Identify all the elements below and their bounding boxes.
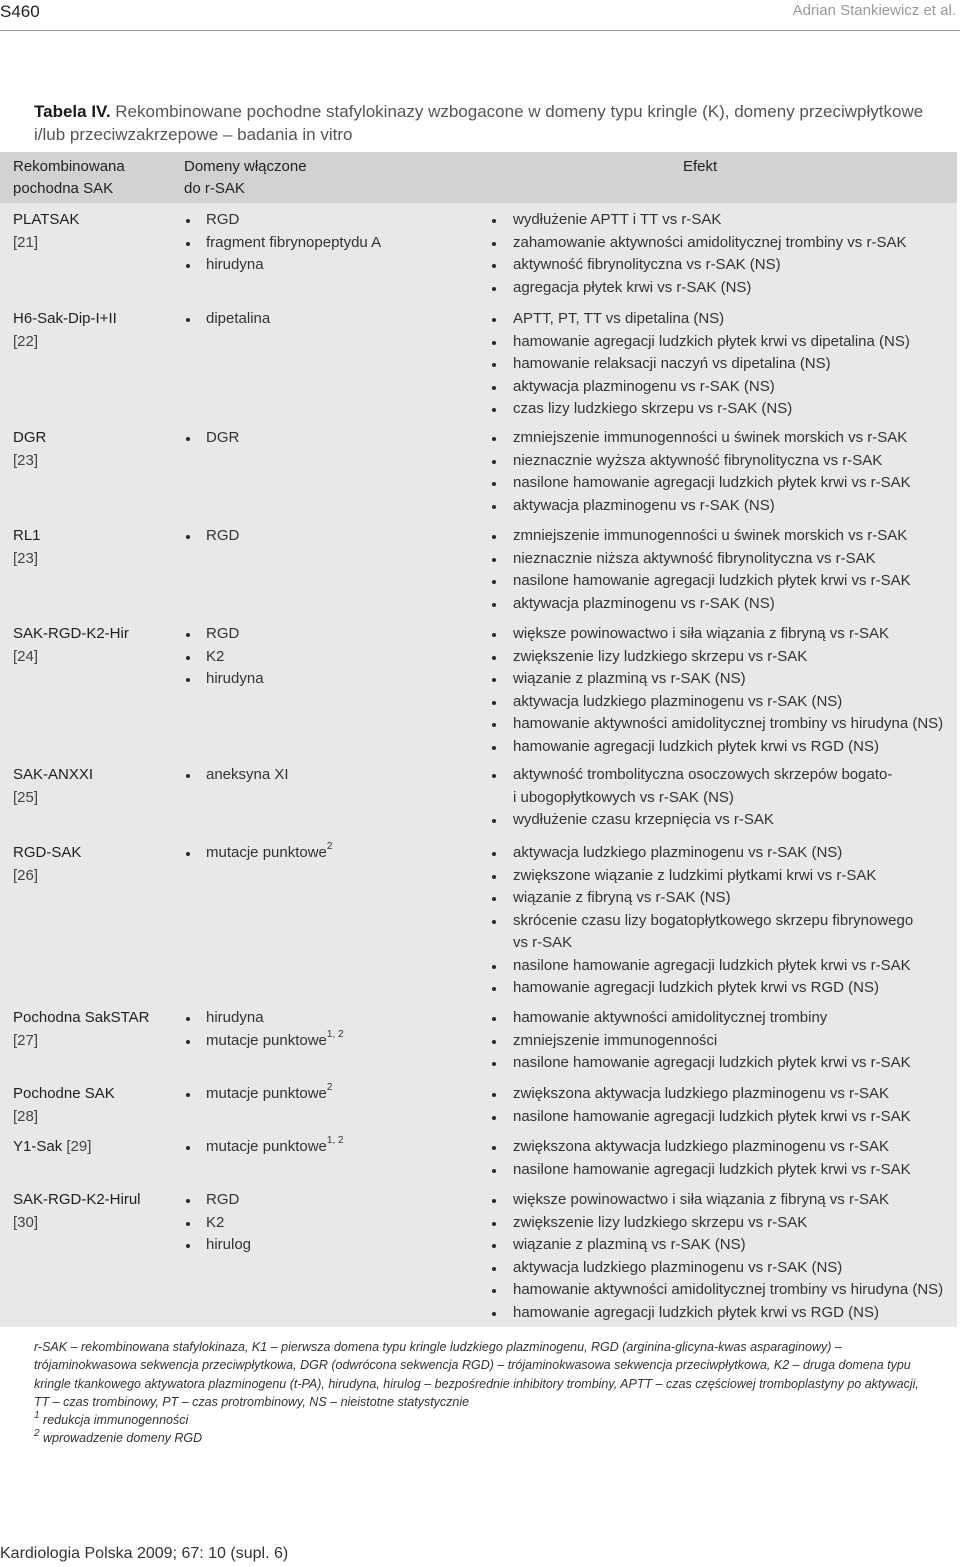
derivative-name: RL1 — [13, 527, 41, 544]
header-rule — [0, 30, 960, 31]
derivative-name: Pochodna SakSTAR — [13, 1009, 150, 1026]
running-authors: Adrian Stankiewicz et al. — [792, 2, 956, 19]
effect-item: zmniejszenie immunogenności u świnek morskich vs r-SAK — [513, 427, 957, 450]
footnote-2-mark: 2 — [34, 1428, 40, 1440]
effect-item: zwiększona aktywacja ludzkiego plazminogenu vs r-SAK — [513, 1083, 957, 1106]
footnote-ref: 1, 2 — [326, 1135, 344, 1146]
effect-item: nasilone hamowanie agregacji ludzkich płytek krwi vs r-SAK — [513, 1052, 957, 1075]
domain-text: K2 — [206, 1213, 225, 1231]
domain-item — [206, 308, 481, 331]
derivative-name: SAK-ANXXI — [13, 766, 94, 783]
derivative-cell — [13, 842, 178, 887]
effects-list — [513, 209, 957, 299]
effect-item: skrócenie czasu lizy bogatopłytkowego skrzepu fibrynowego vs r-SAK — [513, 910, 957, 955]
header-col-derivative: Rekombinowana pochodna SAK — [13, 158, 125, 197]
effect-item: agregacja płytek krwi vs r-SAK (NS) — [513, 277, 957, 300]
effect-item: aktywacja ludzkiego plazminogenu vs r-SAK (NS) — [513, 842, 957, 865]
domains-list — [206, 427, 481, 450]
derivative-cell — [13, 427, 178, 472]
domain-item — [206, 668, 481, 691]
footnote-ref: 2 — [326, 841, 333, 852]
footnote-1 — [34, 1411, 934, 1429]
domain-text: K2 — [206, 647, 225, 665]
domain-item — [206, 1030, 481, 1053]
effect-item: hamowanie agregacji ludzkich płytek krwi vs dipetalina (NS) — [513, 331, 957, 354]
footnote-ref: 2 — [326, 1082, 333, 1093]
effect-item: aktywacja plazminogenu vs r-SAK (NS) — [513, 593, 957, 616]
reference: [22] — [13, 332, 39, 350]
domains-list — [206, 764, 481, 787]
effect-item: zahamowanie aktywności amidolitycznej trombiny vs r-SAK — [513, 232, 957, 255]
effect-item: hamowanie aktywności amidolitycznej trombiny — [513, 1007, 957, 1030]
effects-list — [513, 764, 957, 832]
effect-item: hamowanie agregacji ludzkich płytek krwi vs RGD (NS) — [513, 977, 957, 1000]
domain-item — [206, 1212, 481, 1235]
effect-item: aktywacja ludzkiego plazminogenu vs r-SAK (NS) — [513, 1257, 957, 1280]
domain-text: fragment fibrynopeptydu A — [206, 233, 382, 251]
effects-list — [513, 623, 957, 758]
effect-item: hamowanie relaksacji naczyń vs dipetalina (NS) — [513, 353, 957, 376]
effects-list — [513, 525, 957, 615]
domain-text: mutacje punktowe — [206, 1085, 327, 1102]
header-col-domains: Domeny włączone do r-SAK — [184, 158, 307, 197]
domain-item — [206, 1189, 481, 1212]
derivative-name: SAK-RGD-K2-Hir — [13, 625, 129, 642]
domain-text: hirulog — [206, 1236, 252, 1253]
effect-item: nieznacznie wyższa aktywność fibrynolityczna vs r-SAK — [513, 450, 957, 473]
domain-text: aneksyna XI — [206, 766, 289, 783]
domain-text: mutacje punktowe — [206, 844, 327, 861]
domain-text: RGD — [206, 211, 240, 228]
effects-list — [513, 842, 957, 1000]
domain-item — [206, 842, 481, 865]
header-col-effect: Efekt — [683, 158, 718, 175]
table-label: Tabela IV. — [34, 102, 111, 121]
domain-text: RGD — [206, 1191, 240, 1208]
domains-list — [206, 308, 481, 331]
effect-item: APTT, PT, TT vs dipetalina (NS) — [513, 308, 957, 331]
table-caption — [34, 100, 944, 146]
domain-item — [206, 254, 481, 277]
data-table — [0, 152, 957, 1327]
domain-item — [206, 1234, 481, 1257]
effect-item: zwiększenie lizy ludzkiego skrzepu vs r-SAK — [513, 646, 957, 669]
derivative-cell — [13, 623, 178, 668]
effects-list — [513, 1007, 957, 1075]
effect-item: nieznacznie niższa aktywność fibrynolityczna vs r-SAK — [513, 548, 957, 571]
effect-item: zmniejszenie immunogenności — [513, 1030, 957, 1053]
domain-text: dipetalina — [206, 310, 271, 327]
derivative-cell — [13, 764, 178, 809]
domain-text: RGD — [206, 527, 240, 544]
effect-item: hamowanie aktywności amidolitycznej trombiny vs hirudyna (NS) — [513, 713, 957, 736]
derivative-cell — [13, 209, 178, 254]
effect-item: hamowanie agregacji ludzkich płytek krwi vs RGD (NS) — [513, 1302, 957, 1325]
effects-list — [513, 1189, 957, 1324]
effect-item: hamowanie aktywności amidolitycznej trombiny vs hirudyna (NS) — [513, 1279, 957, 1302]
effect-item: nasilone hamowanie agregacji ludzkich płytek krwi vs r-SAK — [513, 955, 957, 978]
journal-footer: Kardiologia Polska 2009; 67: 10 (supl. 6) — [0, 1545, 289, 1562]
effect-item: zwiększone wiązanie z ludzkimi płytkami krwi vs r-SAK — [513, 865, 957, 888]
domain-text: hirudyna — [206, 256, 264, 273]
domain-item — [206, 232, 481, 255]
effect-item: wiązanie z fibryną vs r-SAK (NS) — [513, 887, 957, 910]
domains-list — [206, 1007, 481, 1052]
footnote-2-text: wprowadzenie domeny RGD — [43, 1431, 203, 1446]
domain-item — [206, 209, 481, 232]
derivative-name: PLATSAK — [13, 211, 80, 228]
domains-list — [206, 1189, 481, 1257]
reference: [21] — [13, 233, 39, 251]
footnote-1-mark: 1 — [34, 1410, 40, 1422]
effect-item: nasilone hamowanie agregacji ludzkich płytek krwi vs r-SAK — [513, 570, 957, 593]
effect-item: aktywność fibrynolityczna vs r-SAK (NS) — [513, 254, 957, 277]
reference: [23] — [13, 451, 39, 469]
domain-item — [206, 1083, 481, 1106]
effects-list — [513, 308, 957, 421]
effect-item: wiązanie z plazminą vs r-SAK (NS) — [513, 1234, 957, 1257]
derivative-name: Y1-Sak — [13, 1138, 63, 1155]
effect-item: zmniejszenie immunogenności u świnek morskich vs r-SAK — [513, 525, 957, 548]
derivative-cell — [13, 1007, 178, 1052]
page-header — [0, 0, 960, 32]
domain-item — [206, 623, 481, 646]
derivative-cell — [13, 1189, 178, 1234]
effect-item: wydłużenie czasu krzepnięcia vs r-SAK — [513, 809, 957, 832]
effect-item: czas lizy ludzkiego skrzepu vs r-SAK (NS) — [513, 398, 957, 421]
domain-text: mutacje punktowe — [206, 1138, 327, 1155]
derivative-name: SAK-RGD-K2-Hirul — [13, 1191, 141, 1208]
effects-list — [513, 1083, 957, 1128]
domain-text: RGD — [206, 625, 240, 642]
derivative-name: H6-Sak-Dip-I+II — [13, 310, 117, 327]
reference: [24] — [13, 647, 39, 665]
effect-item: większe powinowactwo i siła wiązania z fibryną vs r-SAK — [513, 1189, 957, 1212]
domains-list — [206, 1083, 481, 1106]
effects-list — [513, 427, 957, 517]
effect-item: nasilone hamowanie agregacji ludzkich płytek krwi vs r-SAK — [513, 1159, 957, 1182]
effects-list — [513, 1136, 957, 1181]
effect-item: wydłużenie APTT i TT vs r-SAK — [513, 209, 957, 232]
page-number: S460 — [0, 2, 40, 21]
effect-item: aktywacja plazminogenu vs r-SAK (NS) — [513, 495, 957, 518]
domain-item — [206, 525, 481, 548]
domains-list — [206, 209, 481, 277]
footnote-1-text: redukcja immunogenności — [43, 1413, 189, 1428]
derivative-cell — [13, 1136, 178, 1159]
reference: [30] — [13, 1213, 39, 1231]
domain-text: DGR — [206, 429, 240, 446]
effect-item: wiązanie z plazminą vs r-SAK (NS) — [513, 668, 957, 691]
reference: [25] — [13, 788, 39, 806]
domain-item — [206, 427, 481, 450]
abbreviations-note: r-SAK – rekombinowana stafylokinaza, K1 – pierwsza domena typu kringle ludzkiego plazminogenu, RGD (arginina-glicyna-kwas asparaginowy) – trójaminokwasowa sekwencja przeciwpłytkowa, DGR (odwrócona sekwencja RGD) – trójaminokwasowa sekwencja przeciwpłytkowa, K2 – druga domena typu kringle tkankowego aktywatora plazminogenu (t-PA), hirudyna, hirulog – bezpośrednie inhibitory trombiny, APTT – czas częściowej tromboplastyny po aktywacji, TT – czas trombinowy, PT – czas protrombinowy, NS – nieistotne statystycznie — [34, 1340, 919, 1409]
effect-item: nasilone hamowanie agregacji ludzkich płytek krwi vs r-SAK — [513, 1106, 957, 1129]
domain-item — [206, 764, 481, 787]
domain-item — [206, 646, 481, 669]
derivative-cell — [13, 308, 178, 353]
derivative-name: Pochodne SAK — [13, 1085, 115, 1102]
effect-item: aktywność trombolityczna osoczowych skrzepów bogato- i ubogopłytkowych vs r-SAK (NS) — [513, 764, 957, 809]
domains-list — [206, 1136, 481, 1159]
footnote-2 — [34, 1429, 934, 1447]
domain-text: mutacje punktowe — [206, 1031, 327, 1049]
table-caption-text: Rekombinowane pochodne stafylokinazy wzbogacone w domeny typu kringle (K), domeny przeciwpłytkowe i/lub przeciwzakrzepowe – badania in vitro — [34, 102, 924, 144]
effect-item: większe powinowactwo i siła wiązania z fibryną vs r-SAK — [513, 623, 957, 646]
derivative-cell — [13, 525, 178, 570]
domains-list — [206, 623, 481, 691]
effect-item: hamowanie agregacji ludzkich płytek krwi vs RGD (NS) — [513, 736, 957, 759]
reference: [27] — [13, 1031, 39, 1049]
effect-item: nasilone hamowanie agregacji ludzkich płytek krwi vs r-SAK — [513, 472, 957, 495]
domains-list — [206, 842, 481, 865]
reference: [29] — [66, 1138, 92, 1155]
table-header — [0, 152, 957, 203]
table-notes — [34, 1338, 934, 1448]
effect-item: zwiększenie lizy ludzkiego skrzepu vs r-SAK — [513, 1212, 957, 1235]
domain-item — [206, 1136, 481, 1159]
derivative-name: DGR — [13, 429, 47, 446]
reference: [28] — [13, 1107, 39, 1125]
effect-item: zwiększona aktywacja ludzkiego plazminogenu vs r-SAK — [513, 1136, 957, 1159]
reference: [26] — [13, 866, 39, 884]
domain-text: hirudyna — [206, 1009, 264, 1026]
reference: [23] — [13, 549, 39, 567]
effect-item: aktywacja plazminogenu vs r-SAK (NS) — [513, 376, 957, 399]
effect-item: aktywacja ludzkiego plazminogenu vs r-SAK (NS) — [513, 691, 957, 714]
derivative-cell — [13, 1083, 178, 1128]
footnote-ref: 1, 2 — [326, 1028, 344, 1040]
domains-list — [206, 525, 481, 548]
domain-item — [206, 1007, 481, 1030]
derivative-name: RGD-SAK — [13, 844, 82, 861]
domain-text: hirudyna — [206, 670, 264, 687]
